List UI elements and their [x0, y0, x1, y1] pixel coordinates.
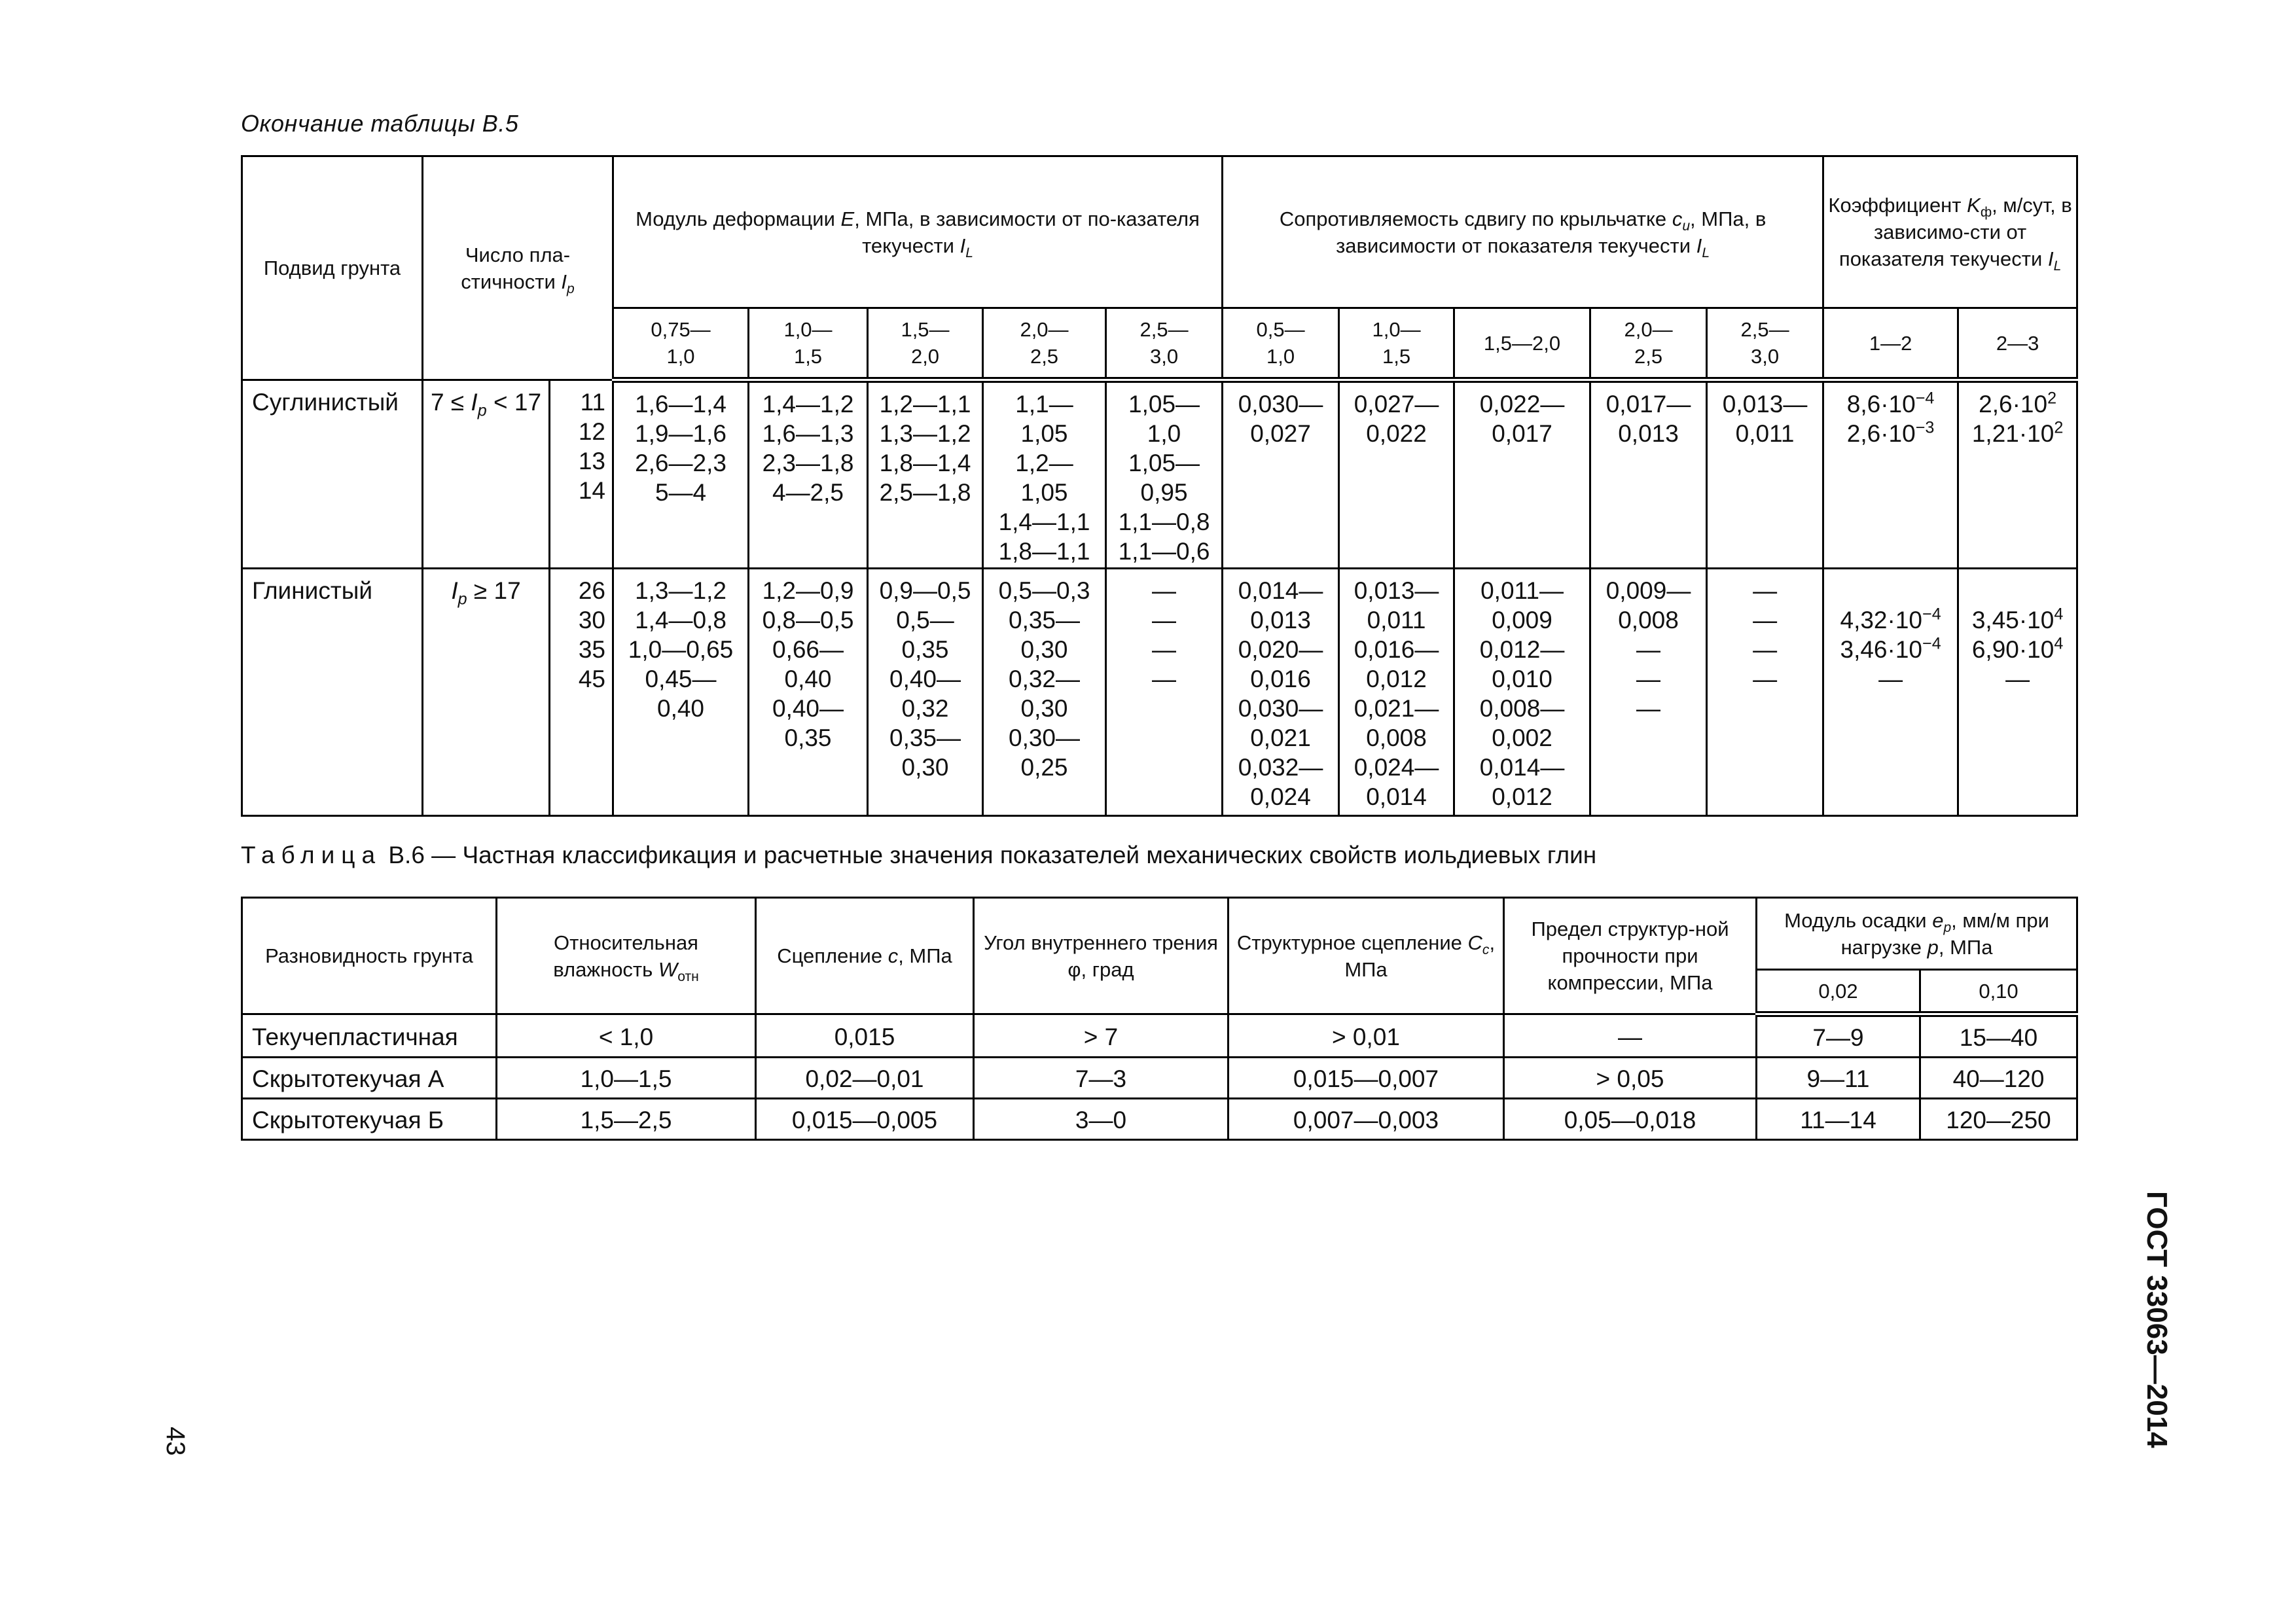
- table-cell: 0,015—0,007: [1229, 1058, 1504, 1099]
- table-row: [242, 1058, 2077, 1099]
- shear-cell: — — — —: [1707, 569, 1823, 816]
- table-cell: —: [1504, 1014, 1757, 1058]
- modulus-cell: 1,05— 1,0 1,05— 0,95 1,1—0,8 1,1—0,6: [1106, 380, 1223, 569]
- header-coef-range: 1—2: [1823, 308, 1958, 380]
- table-row: [242, 569, 2077, 816]
- table-cell: > 0,05: [1504, 1058, 1757, 1099]
- shear-cell: 0,022— 0,017: [1454, 380, 1590, 569]
- soil-subtype: Суглинистый: [242, 380, 423, 569]
- variety-cell: Скрытотекучая Б: [242, 1099, 497, 1140]
- modulus-cell: 1,2—1,1 1,3—1,2 1,8—1,4 2,5—1,8: [868, 380, 983, 569]
- header-modulus-range: 1,5— 2,0: [868, 308, 983, 380]
- header-cohesion: Сцепление c, МПа: [756, 898, 974, 1014]
- table-cell: 40—120: [1920, 1058, 2077, 1099]
- coefficient-cell: $3,45\cdot 10^4$ $6,90\cdot 10^4$ —: [1958, 569, 2077, 816]
- header-modulus-range: 2,5— 3,0: [1106, 308, 1223, 380]
- table-cell: 1,0—1,5: [497, 1058, 756, 1099]
- standard-designation: ГОСТ 33063—2014: [2141, 1191, 2173, 1448]
- header-subtype: Подвид грунта: [242, 156, 423, 380]
- header-modulus: Модуль деформации E, МПа, в зависимости от по-казателя текучести $I_L$: [613, 156, 1223, 308]
- shear-cell: 0,027— 0,022: [1339, 380, 1454, 569]
- header-shear-range: 1,0— 1,5: [1339, 308, 1454, 380]
- header-shear-range: 1,5—2,0: [1454, 308, 1590, 380]
- header-modulus-range: 0,75— 1,0: [613, 308, 749, 380]
- header-shear-range: 2,0— 2,5: [1590, 308, 1707, 380]
- shear-cell: 0,013— 0,011 0,016— 0,012 0,021— 0,008 0,024— 0,014: [1339, 569, 1454, 816]
- shear-cell: 0,030— 0,027: [1223, 380, 1339, 569]
- shear-cell: 0,011— 0,009 0,012— 0,010 0,008— 0,002 0,014— 0,012: [1454, 569, 1590, 816]
- table-cell: 120—250: [1920, 1099, 2077, 1140]
- header-humidity: Относительная влажность $W_{отн}$: [497, 898, 756, 1014]
- coefficient-cell: $4,32\cdot 10^{-4}$ $3,46\cdot 10^{-4}$ —: [1823, 569, 1958, 816]
- header-struct-cohesion: Структурное сцепление $C_c$, МПа: [1229, 898, 1504, 1014]
- header-shear: Сопротивляемость сдвигу по крыльчатке $c_u$, МПа, в зависимости от показателя текучести $I_L$: [1223, 156, 1823, 308]
- header-shear-range: 0,5— 1,0: [1223, 308, 1339, 380]
- modulus-cell: 0,9—0,5 0,5— 0,35 0,40— 0,32 0,35— 0,30: [868, 569, 983, 816]
- shear-cell: 0,014— 0,013 0,020— 0,016 0,030— 0,021 0,032— 0,024: [1223, 569, 1339, 816]
- shear-cell: 0,017— 0,013: [1590, 380, 1707, 569]
- header-modulus-range: 2,0— 2,5: [983, 308, 1106, 380]
- table-cell: < 1,0: [497, 1014, 756, 1058]
- table-row: [242, 380, 2077, 569]
- table-cell: > 7: [974, 1014, 1229, 1058]
- plasticity-values: 11 12 13 14: [550, 380, 613, 569]
- table-b6: [241, 897, 2078, 1141]
- table-cell: 11—14: [1757, 1099, 1920, 1140]
- table-cell: 1,5—2,5: [497, 1099, 756, 1140]
- table-cell: 7—9: [1757, 1014, 1920, 1058]
- variety-cell: Текучепластичная: [242, 1014, 497, 1058]
- variety-cell: Скрытотекучая А: [242, 1058, 497, 1099]
- soil-subtype: Глинистый: [242, 569, 423, 816]
- header-load: 0,02: [1757, 970, 1920, 1014]
- modulus-cell: 0,5—0,3 0,35— 0,30 0,32— 0,30 0,30— 0,25: [983, 569, 1106, 816]
- table-cell: 0,05—0,018: [1504, 1099, 1757, 1140]
- modulus-cell: 1,3—1,2 1,4—0,8 1,0—0,65 0,45— 0,40: [613, 569, 749, 816]
- table-cell: 0,007—0,003: [1229, 1099, 1504, 1140]
- table-b5: [241, 155, 2078, 817]
- header-variety: Разновидность грунта: [242, 898, 497, 1014]
- table-cell: 9—11: [1757, 1058, 1920, 1099]
- plasticity-condition: $I_p \ge 17$: [423, 569, 550, 816]
- plasticity-values: 26 30 35 45: [550, 569, 613, 816]
- modulus-cell: 1,2—0,9 0,8—0,5 0,66— 0,40 0,40— 0,35: [749, 569, 868, 816]
- modulus-cell: 1,6—1,4 1,9—1,6 2,6—2,3 5—4: [613, 380, 749, 569]
- page-number: 43: [161, 1427, 190, 1456]
- header-shear-range: 2,5— 3,0: [1707, 308, 1823, 380]
- plasticity-condition: $7 \le I_p < 17$: [423, 380, 550, 569]
- coefficient-cell: $8,6\cdot 10^{-4}$ $2,6\cdot 10^{-3}$: [1823, 380, 1958, 569]
- header-plasticity: Число пла-стичности $I_p$: [423, 156, 613, 380]
- modulus-cell: 1,1— 1,05 1,2— 1,05 1,4—1,1 1,8—1,1: [983, 380, 1106, 569]
- shear-cell: 0,013— 0,011: [1707, 380, 1823, 569]
- header-modulus-range: 1,0— 1,5: [749, 308, 868, 380]
- table-cell: 0,015—0,005: [756, 1099, 974, 1140]
- modulus-cell: — — — —: [1106, 569, 1223, 816]
- table-cell: 0,015: [756, 1014, 974, 1058]
- table-cell: 15—40: [1920, 1014, 2077, 1058]
- table-b5-continuation-caption: Окончание таблицы В.5: [241, 110, 519, 137]
- table-row: [242, 1014, 2077, 1058]
- header-load: 0,10: [1920, 970, 2077, 1014]
- table-cell: 7—3: [974, 1058, 1229, 1099]
- header-friction: Угол внутреннего трения φ, град: [974, 898, 1229, 1014]
- header-coef-range: 2—3: [1958, 308, 2077, 380]
- table-cell: 3—0: [974, 1099, 1229, 1140]
- table-row: [242, 1099, 2077, 1140]
- header-coefficient: Коэффициент $K_ф$, м/сут, в зависимо-сти от показателя текучести $I_L$: [1823, 156, 2077, 308]
- table-cell: > 0,01: [1229, 1014, 1504, 1058]
- table-cell: 0,02—0,01: [756, 1058, 974, 1099]
- modulus-cell: 1,4—1,2 1,6—1,3 2,3—1,8 4—2,5: [749, 380, 868, 569]
- header-settlement: Модуль осадки $e_p$, мм/м при нагрузке p, МПа: [1757, 898, 2077, 970]
- table-b6-caption: Таблица В.6 — Частная классификация и расчетные значения показателей механических свойств иольдиевых глин: [241, 842, 1597, 868]
- header-strength-limit: Предел структур-ной прочности при компрессии, МПа: [1504, 898, 1757, 1014]
- coefficient-cell: $2,6\cdot 10^2$ $1,21\cdot 10^2$: [1958, 380, 2077, 569]
- shear-cell: 0,009— 0,008 — — —: [1590, 569, 1707, 816]
